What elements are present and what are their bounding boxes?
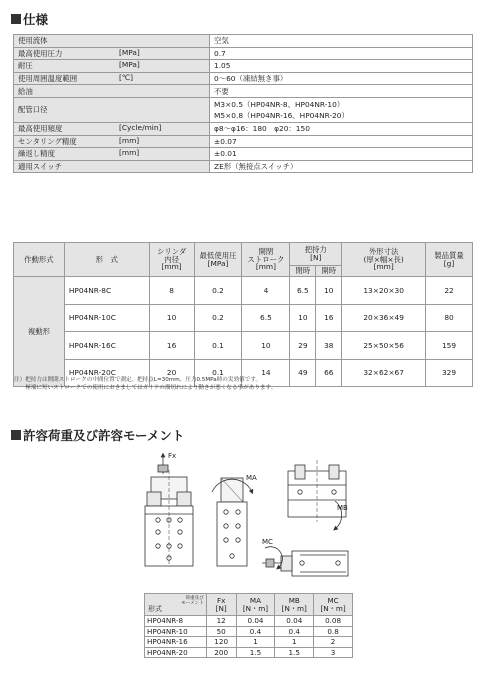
spec-value bbox=[210, 97, 473, 122]
table-row bbox=[145, 647, 353, 658]
cell-grip-open: 38 bbox=[316, 332, 342, 360]
cell-ma: 0.04 bbox=[236, 616, 275, 627]
cell-fx: 120 bbox=[206, 637, 236, 648]
table-note: 極端に短いストロークでの使用におきましてはガイドの溜切れにより動きが悪くなる事があります。 bbox=[14, 385, 277, 391]
load-moment-diagram bbox=[0, 440, 486, 590]
cell-mb: 0.4 bbox=[275, 626, 314, 637]
header-line: [N・m] bbox=[281, 603, 307, 613]
cell-model: HP04NR-16C bbox=[64, 332, 149, 360]
header-line: [mm] bbox=[161, 262, 182, 272]
gripper-horizontal-view bbox=[262, 551, 348, 576]
group-label: 複動形 bbox=[14, 277, 65, 387]
load-header-fx bbox=[206, 594, 236, 616]
header-line: 内径 bbox=[164, 254, 179, 264]
gripper-side-view bbox=[217, 478, 247, 566]
cell-grip-open: 66 bbox=[316, 359, 342, 387]
spec-section-title bbox=[11, 10, 48, 28]
cell-mass: 80 bbox=[426, 304, 473, 332]
load-header-ma bbox=[236, 594, 275, 616]
header-min-pressure bbox=[194, 243, 242, 277]
cell-model: HP04NR-10 bbox=[145, 626, 207, 637]
cell-grip-open: 16 bbox=[316, 304, 342, 332]
section-square-icon bbox=[11, 430, 21, 440]
gripper-top-view bbox=[288, 460, 346, 522]
cell-dims: 32×62×67 bbox=[342, 359, 426, 387]
spec-value-line: M3×0.5（HP04NR-8、HP04NR-10） bbox=[214, 99, 345, 109]
cell-model: HP04NR-20 bbox=[145, 647, 207, 658]
corner-line: 荷重及び bbox=[185, 596, 204, 601]
gripper-front-view bbox=[145, 470, 193, 566]
mb-label: MB bbox=[337, 504, 348, 512]
cell-min-pressure: 0.1 bbox=[194, 332, 242, 360]
spec-unit: [MPa] bbox=[119, 60, 140, 70]
header-line: [MPa] bbox=[207, 258, 229, 268]
header-stroke bbox=[242, 243, 290, 277]
cell-mass: 329 bbox=[426, 359, 473, 387]
spec-row bbox=[14, 72, 473, 85]
header-line: [mm] bbox=[255, 262, 276, 272]
load-header-corner bbox=[145, 594, 207, 616]
header-line: 最低使用圧 bbox=[199, 250, 237, 260]
cell-fx: 50 bbox=[206, 626, 236, 637]
corner-bottom: 形式 bbox=[148, 604, 162, 613]
cell-model: HP04NR-10C bbox=[64, 304, 149, 332]
cell-min-pressure: 0.1 bbox=[194, 359, 242, 387]
corner-top bbox=[181, 596, 204, 606]
ma-label: MA bbox=[246, 474, 257, 482]
spec-unit: [MPa] bbox=[119, 47, 140, 57]
header-line: [N] bbox=[310, 253, 322, 262]
cell-mb: 1 bbox=[275, 637, 314, 648]
header-line: 外形寸法 bbox=[368, 246, 399, 256]
spec-row bbox=[14, 160, 473, 173]
spec-title-text: 仕様 bbox=[23, 12, 49, 27]
header-action: 作動形式 bbox=[14, 243, 65, 277]
spec-label: 給油 bbox=[18, 86, 33, 96]
cell-model: HP04NR-8C bbox=[64, 277, 149, 305]
cell-grip-close: 6.5 bbox=[290, 277, 316, 305]
spec-label: 適用スイッチ bbox=[18, 162, 63, 172]
header-line: [N・m] bbox=[320, 603, 346, 613]
spec-row bbox=[14, 35, 473, 48]
spec-value: 0〜60（凍結無き事） bbox=[210, 72, 473, 85]
cell-stroke: 14 bbox=[242, 359, 290, 387]
cell-bore: 8 bbox=[149, 277, 194, 305]
spec-unit: [Cycle/min] bbox=[119, 123, 162, 133]
header-grip bbox=[290, 243, 342, 266]
header-bore bbox=[149, 243, 194, 277]
spec-value: 空気 bbox=[210, 35, 473, 48]
cell-fx: 12 bbox=[206, 616, 236, 627]
load-header-mc bbox=[314, 594, 353, 616]
load-title-text: 許容荷重及び許容モーメント bbox=[23, 428, 185, 443]
load-header-mb bbox=[275, 594, 314, 616]
cell-mass: 159 bbox=[426, 332, 473, 360]
spec-value: ZE形（無接点スイッチ） bbox=[210, 160, 473, 173]
spec-unit: [mm] bbox=[119, 148, 140, 158]
cell-grip-open: 10 bbox=[316, 277, 342, 305]
table-row bbox=[145, 637, 353, 648]
spec-value: ±0.07 bbox=[210, 135, 473, 148]
spec-label: センタリング精度 bbox=[18, 136, 77, 146]
header-line: Fx bbox=[216, 595, 226, 605]
table-row bbox=[14, 304, 473, 332]
mc-label: MC bbox=[262, 538, 273, 546]
header-line: 開閉 bbox=[258, 246, 274, 256]
cell-model: HP04NR-20C bbox=[64, 359, 149, 387]
cell-grip-close: 29 bbox=[290, 332, 316, 360]
spec-value: ±0.01 bbox=[210, 148, 473, 161]
table-row bbox=[14, 277, 473, 305]
header-line: シリンダ bbox=[156, 246, 187, 256]
cell-ma: 1 bbox=[236, 637, 275, 648]
spec-label: 使用流体 bbox=[18, 36, 48, 46]
cell-grip-close: 49 bbox=[290, 359, 316, 387]
cell-dims: 25×50×56 bbox=[342, 332, 426, 360]
cell-min-pressure: 0.2 bbox=[194, 277, 242, 305]
spec-table bbox=[13, 34, 473, 173]
table-row bbox=[145, 626, 353, 637]
spec-label: 繰返し精度 bbox=[18, 149, 55, 159]
spec-unit: [mm] bbox=[119, 135, 140, 145]
corner-line: モーメント bbox=[181, 601, 204, 607]
cell-mc: 3 bbox=[314, 647, 353, 658]
header-dims bbox=[342, 243, 426, 277]
cell-stroke: 4 bbox=[242, 277, 290, 305]
header-line: [N] bbox=[215, 603, 227, 613]
model-table bbox=[13, 242, 473, 387]
cell-mc: 0.08 bbox=[314, 616, 353, 627]
cell-fx: 200 bbox=[206, 647, 236, 658]
cell-dims: 13×20×30 bbox=[342, 277, 426, 305]
fx-label: Fx bbox=[168, 452, 177, 460]
spec-unit: [℃] bbox=[119, 73, 134, 83]
table-note: 注）把持力は開閉ストロークの中間位置で測定。把持点L=30mm、圧力0.5MPa時の実効値です。 bbox=[14, 377, 262, 383]
table-row bbox=[14, 332, 473, 360]
cell-mc: 2 bbox=[314, 637, 353, 648]
cell-dims: 20×36×49 bbox=[342, 304, 426, 332]
cell-min-pressure: 0.2 bbox=[194, 304, 242, 332]
header-line: [g] bbox=[443, 258, 455, 268]
cell-bore: 10 bbox=[149, 304, 194, 332]
section-square-icon bbox=[11, 14, 21, 24]
cell-bore: 20 bbox=[149, 359, 194, 387]
header-line: MC bbox=[327, 595, 339, 605]
header-line: (厚×幅×長) bbox=[363, 254, 404, 264]
table-row bbox=[145, 616, 353, 627]
cell-ma: 1.5 bbox=[236, 647, 275, 658]
cell-stroke: 6.5 bbox=[242, 304, 290, 332]
spec-label: 最高使用頻度 bbox=[18, 124, 63, 134]
spec-label: 使用周囲温度範囲 bbox=[18, 74, 78, 84]
header-line: [mm] bbox=[373, 262, 394, 272]
spec-row bbox=[14, 122, 473, 135]
cell-stroke: 10 bbox=[242, 332, 290, 360]
spec-value: 不要 bbox=[210, 85, 473, 98]
spec-value: 1.05 bbox=[210, 60, 473, 73]
cell-mb: 1.5 bbox=[275, 647, 314, 658]
header-line: MB bbox=[288, 595, 300, 605]
spec-row bbox=[14, 148, 473, 161]
header-mass bbox=[426, 243, 473, 277]
spec-label: 配管口径 bbox=[18, 105, 48, 115]
spec-row bbox=[14, 47, 473, 60]
cell-mc: 0.8 bbox=[314, 626, 353, 637]
spec-label: 耐圧 bbox=[18, 61, 33, 71]
spec-value: φ8〜φ16：180 φ20：150 bbox=[210, 122, 473, 135]
spec-label: 最高使用圧力 bbox=[18, 48, 63, 58]
cell-ma: 0.4 bbox=[236, 626, 275, 637]
cell-model: HP04NR-16 bbox=[145, 637, 207, 648]
cell-mass: 22 bbox=[426, 277, 473, 305]
load-table bbox=[144, 593, 353, 658]
spec-value-line: M5×0.8（HP04NR-16、HP04NR-20） bbox=[214, 110, 349, 120]
header-model: 形 式 bbox=[64, 243, 149, 277]
spec-row bbox=[14, 60, 473, 73]
header-line: 把持力 bbox=[304, 245, 327, 255]
header-line: ストローク bbox=[247, 254, 285, 264]
header-line: [N・m] bbox=[242, 603, 269, 613]
cell-model: HP04NR-8 bbox=[145, 616, 207, 627]
header-grip-close: 閉時 bbox=[290, 266, 316, 277]
spec-row bbox=[14, 85, 473, 98]
cell-grip-close: 10 bbox=[290, 304, 316, 332]
cell-mb: 0.04 bbox=[275, 616, 314, 627]
cell-bore: 16 bbox=[149, 332, 194, 360]
spec-row bbox=[14, 135, 473, 148]
spec-value: 0.7 bbox=[210, 47, 473, 60]
header-grip-open: 開時 bbox=[316, 266, 342, 277]
header-line: 製品質量 bbox=[434, 250, 464, 260]
header-line: MA bbox=[249, 595, 262, 605]
spec-row bbox=[14, 97, 473, 122]
